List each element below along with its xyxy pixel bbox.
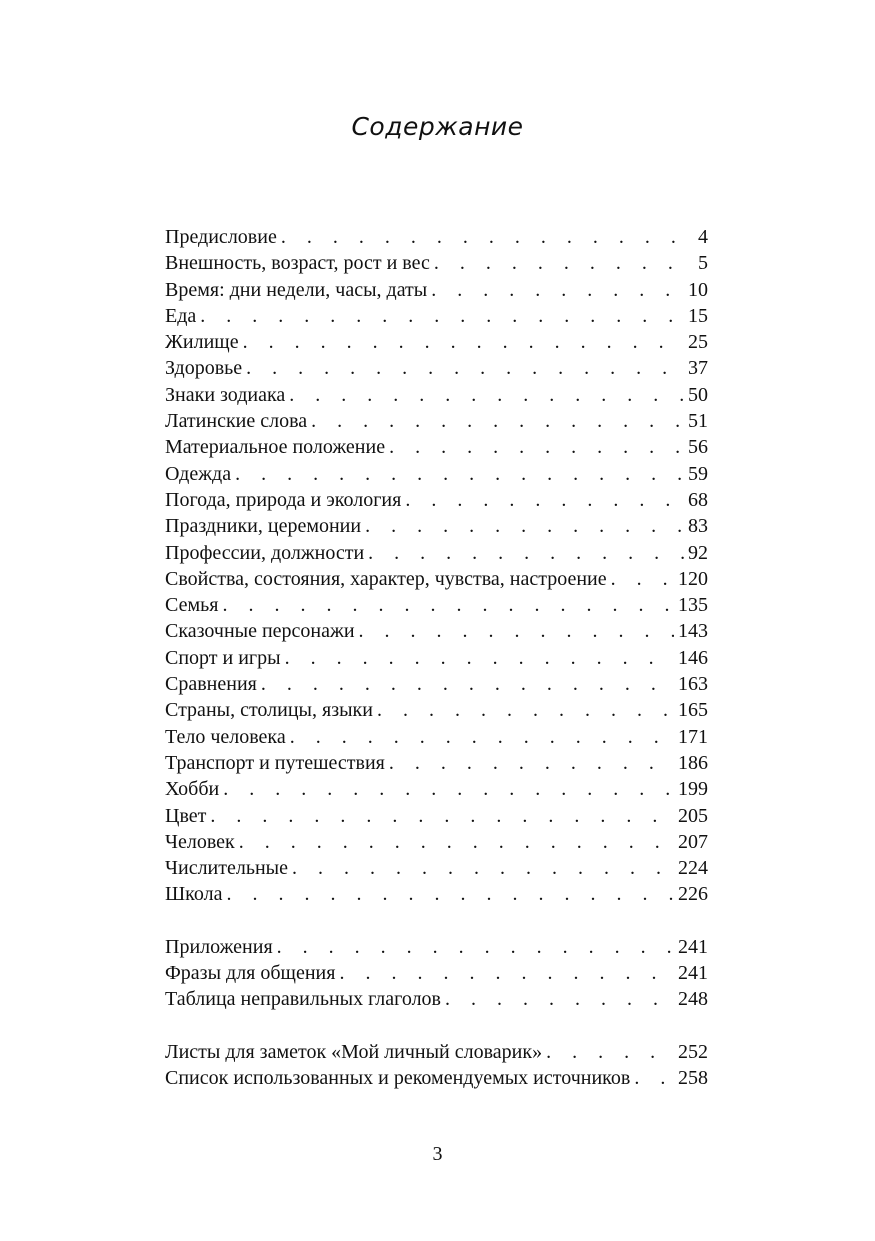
toc-dot-leader	[405, 487, 684, 513]
toc-entry[interactable]	[165, 803, 708, 829]
toc-entry[interactable]	[165, 986, 708, 1012]
toc-entry-page: 5	[698, 252, 708, 275]
toc-entry-label: Праздники, церемонии	[165, 515, 362, 538]
page-number: 3	[432, 1143, 443, 1165]
toc-entry-page: 15	[688, 304, 708, 327]
toc-entry-page: 135	[678, 594, 708, 617]
toc-dot-leader	[285, 645, 674, 671]
toc-entry-page: 4	[698, 226, 708, 248]
toc-entry-label: Сказочные персонажи	[165, 620, 355, 643]
toc-dot-leader	[200, 303, 684, 329]
toc-entry[interactable]	[165, 434, 708, 460]
toc-entry-page: 226	[678, 883, 708, 906]
toc-dot-leader	[431, 277, 684, 303]
toc-entry-label: Здоровье	[165, 357, 243, 380]
toc-entry-label: Таблица неправильных глаголов	[165, 988, 441, 1011]
toc-entry[interactable]	[165, 277, 708, 303]
toc-entry-label: Тело человека	[165, 725, 286, 748]
toc-dot-leader	[311, 408, 684, 434]
toc-entry-page: 37	[688, 357, 708, 380]
toc-dot-leader	[434, 250, 694, 276]
toc-entry[interactable]	[165, 250, 708, 276]
toc-entry-label: Школа	[165, 883, 223, 906]
toc-entry-page: 10	[688, 278, 708, 301]
toc-group-notes	[165, 1039, 708, 1092]
toc-entry-page: 241	[678, 962, 708, 985]
toc-entry-label: Человек	[165, 830, 235, 853]
toc-entry[interactable]	[165, 750, 708, 776]
page-title: Содержание	[351, 112, 524, 141]
toc-entry-page: 163	[678, 673, 708, 696]
toc-dot-leader	[289, 382, 684, 408]
toc-entry[interactable]	[165, 618, 708, 644]
toc-entry-page: 56	[688, 436, 708, 459]
toc-dot-leader	[223, 776, 674, 802]
toc-dot-leader	[239, 829, 674, 855]
toc-entry[interactable]	[165, 1065, 708, 1091]
toc-entry-page: 205	[678, 804, 708, 827]
toc-group-main	[165, 224, 708, 908]
toc-entry[interactable]	[165, 881, 708, 907]
table-of-contents	[165, 224, 708, 1091]
toc-dot-leader	[339, 960, 674, 986]
toc-entry-page: 165	[678, 699, 708, 722]
toc-dot-leader	[226, 881, 674, 907]
toc-entry-label: Сравнения	[165, 673, 257, 696]
toc-dot-leader	[389, 434, 684, 460]
toc-dot-leader	[377, 697, 674, 723]
toc-dot-leader	[246, 355, 684, 381]
toc-entry-page: 199	[678, 778, 708, 801]
toc-entry-label: Транспорт и путешествия	[165, 751, 385, 774]
toc-entry-page: 252	[678, 1040, 708, 1063]
toc-entry-page: 186	[678, 751, 708, 774]
toc-dot-leader	[368, 540, 684, 566]
toc-entry[interactable]	[165, 829, 708, 855]
toc-entry-page: 146	[678, 646, 708, 669]
toc-entry-label: Знаки зодиака	[165, 383, 286, 406]
toc-dot-leader	[290, 724, 674, 750]
toc-entry-label: Список использованных и рекомендуемых источников	[165, 1066, 631, 1089]
toc-entry[interactable]	[165, 329, 708, 355]
toc-entry-page: 224	[678, 857, 708, 880]
toc-entry-page: 25	[688, 331, 708, 354]
toc-entry[interactable]	[165, 1039, 708, 1065]
toc-dot-leader	[235, 461, 684, 487]
toc-dot-leader	[634, 1065, 674, 1091]
toc-entry-label: Латинские слова	[165, 410, 308, 433]
toc-entry-label: Числительные	[165, 857, 288, 880]
toc-entry-label: Хобби	[165, 778, 220, 801]
toc-entry-page: 241	[678, 935, 708, 958]
toc-entry[interactable]	[165, 960, 708, 986]
toc-dot-leader	[222, 592, 674, 618]
toc-entry-page: 83	[688, 515, 708, 538]
toc-dot-leader	[611, 566, 674, 592]
toc-entry-page: 258	[678, 1066, 708, 1089]
toc-entry[interactable]	[165, 645, 708, 671]
toc-entry-page: 59	[688, 462, 708, 485]
toc-dot-leader	[445, 986, 674, 1012]
toc-dot-leader	[389, 750, 674, 776]
toc-entry[interactable]	[165, 671, 708, 697]
toc-entry[interactable]	[165, 382, 708, 408]
toc-entry-label: Внешность, возраст, рост и вес	[165, 252, 430, 275]
toc-entry-page: 68	[688, 488, 708, 511]
toc-entry[interactable]	[165, 461, 708, 487]
toc-entry-page: 51	[688, 410, 708, 433]
toc-dot-leader	[546, 1039, 674, 1065]
toc-entry-label: Материальное положение	[165, 436, 386, 459]
toc-dot-leader	[277, 934, 674, 960]
toc-entry-label: Профессии, должности	[165, 541, 365, 564]
toc-entry-page: 207	[678, 830, 708, 853]
toc-entry-page: 248	[678, 988, 708, 1011]
toc-entry[interactable]	[165, 592, 708, 618]
toc-entry-page: 171	[678, 725, 708, 748]
toc-dot-leader	[365, 513, 684, 539]
toc-entry-label: Страны, столицы, языки	[165, 699, 373, 722]
toc-entry-page: 50	[688, 383, 708, 406]
toc-dot-leader	[292, 855, 674, 881]
toc-entry-label: Время: дни недели, часы, даты	[165, 278, 428, 301]
toc-dot-leader	[243, 329, 684, 355]
toc-entry[interactable]	[165, 697, 708, 723]
toc-entry[interactable]	[165, 487, 708, 513]
toc-entry-page: 92	[688, 541, 708, 564]
toc-entry[interactable]	[165, 934, 708, 960]
toc-entry-label: Погода, природа и экология	[165, 488, 402, 511]
toc-entry[interactable]	[165, 513, 708, 539]
toc-entry-page: 143	[678, 620, 708, 643]
toc-entry[interactable]	[165, 540, 708, 566]
toc-entry[interactable]	[165, 303, 708, 329]
toc-dot-leader	[281, 224, 694, 250]
toc-entry[interactable]	[165, 724, 708, 750]
toc-entry-label: Еда	[165, 304, 197, 327]
toc-entry-label: Свойства, состояния, характер, чувства, настроение	[165, 567, 607, 590]
toc-entry-label: Цвет	[165, 804, 207, 827]
toc-entry-label: Приложения	[165, 935, 273, 958]
toc-entry[interactable]	[165, 855, 708, 881]
toc-entry-label: Одежда	[165, 462, 232, 485]
toc-dot-leader	[210, 803, 674, 829]
toc-entry[interactable]	[165, 776, 708, 802]
toc-entry-label: Листы для заметок «Мой личный словарик»	[165, 1040, 543, 1063]
toc-dot-leader	[261, 671, 674, 697]
toc-entry-label: Фразы для общения	[165, 962, 336, 985]
toc-entry-label: Спорт и игры	[165, 646, 281, 669]
toc-entry-label: Жилище	[165, 331, 239, 354]
toc-entry-label: Предисловие	[165, 226, 277, 248]
toc-entry[interactable]	[165, 355, 708, 381]
toc-entry-page: 120	[678, 567, 708, 590]
toc-entry[interactable]	[165, 224, 708, 250]
toc-entry[interactable]	[165, 566, 708, 592]
toc-dot-leader	[359, 618, 674, 644]
toc-group-appendices	[165, 934, 708, 1013]
toc-entry[interactable]	[165, 408, 708, 434]
toc-entry-label: Семья	[165, 594, 219, 617]
